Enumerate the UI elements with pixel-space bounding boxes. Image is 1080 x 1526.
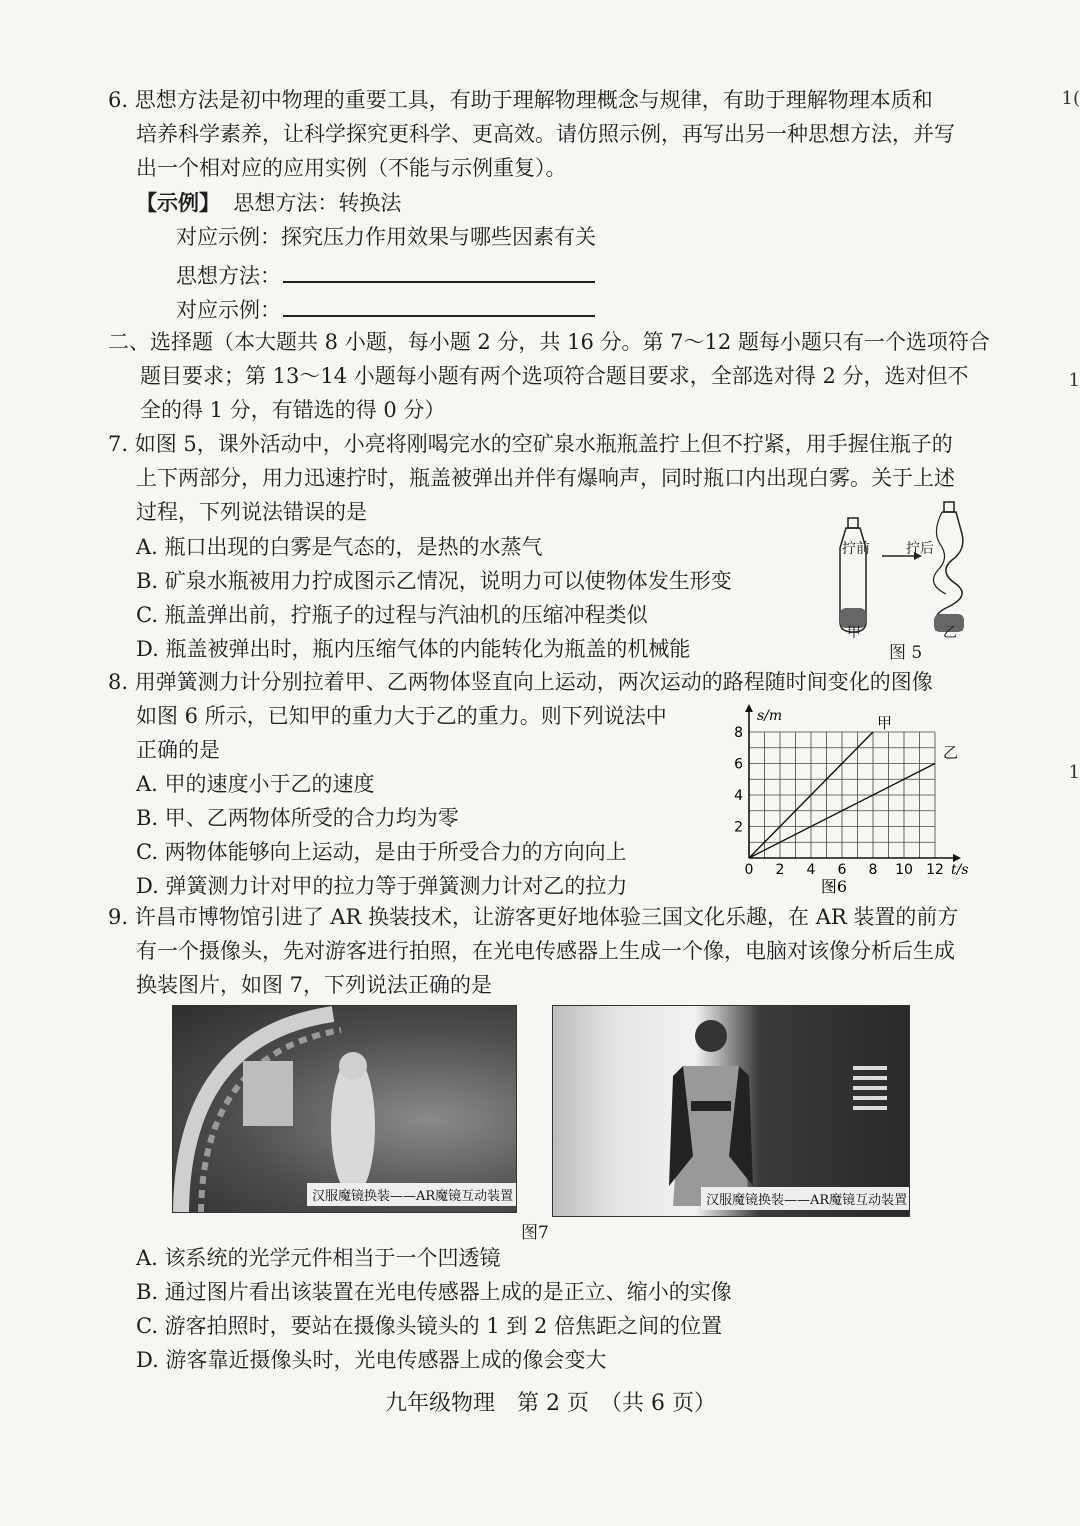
photo-ar-mirror-left (172, 1005, 517, 1213)
q9-option-a[interactable]: A. 该系统的光学元件相当于一个凹透镜 (136, 1246, 501, 1270)
figure-6-chart (725, 700, 985, 895)
y-tick-label: 2 (734, 819, 743, 836)
q8-line1: 8. 用弹簧测力计分别拉着甲、乙两物体竖直向上运动，两次运动的路程随时间变化的图像 (108, 670, 933, 694)
q9-line1: 9. 许昌市博物馆引进了 AR 换装技术，让游客更好地体验三国文化乐趣，在 AR 装置的前方 (108, 905, 959, 929)
x-tick-label: 12 (926, 862, 944, 878)
q8-line2: 如图 6 所示，已知甲的重力大于乙的重力。则下列说法中 (136, 704, 667, 728)
figure-7-caption: 图7 (521, 1223, 549, 1243)
page-footer: 九年级物理 第 2 页 （共 6 页） (385, 1391, 716, 1416)
bottle-yi-label: 乙 (943, 625, 957, 641)
q6-line1: 6. 思想方法是初中物理的重要工具，有助于理解物理概念与规律，有助于理解物理本质和 (108, 88, 933, 112)
chart-axes (745, 704, 961, 862)
margin-mark: 1( (1061, 88, 1080, 109)
chart-grid (749, 732, 935, 858)
q7-line3: 过程，下列说法错误的是 (136, 500, 367, 524)
x-tick-label: 10 (895, 862, 913, 878)
method-label: 思想方法： (176, 264, 281, 288)
costume-figure-drawing (553, 1006, 909, 1216)
example-method: 思想方法：转换法 (233, 191, 402, 215)
q8-option-a[interactable]: A. 甲的速度小于乙的速度 (136, 772, 375, 796)
bottle-jia-label: 甲 (847, 625, 861, 641)
photo-left-caption: 汉服魔镜换装——AR魔镜互动装置 (307, 1183, 517, 1206)
series-label-jia: 甲 (877, 714, 893, 732)
margin-mark: 1 (1068, 762, 1080, 783)
case-blank[interactable] (283, 295, 595, 317)
q8-option-d[interactable]: D. 弹簧测力计对甲的拉力等于弹簧测力计对乙的拉力 (136, 874, 628, 898)
q9-option-c[interactable]: C. 游客拍照时，要站在摄像头镜头的 1 到 2 倍焦距之间的位置 (136, 1314, 723, 1338)
margin-mark: 1 (1068, 370, 1080, 391)
after-label: 拧后 (906, 541, 934, 557)
figure-5-caption: 图 5 (889, 643, 923, 663)
q6-line3: 出一个相对应的应用实例（不能与示例重复）。 (136, 156, 567, 180)
figure-6-caption: 图6 (820, 877, 848, 895)
x-tick-label: 4 (806, 862, 816, 878)
photo-right-caption: 汉服魔镜换装——AR魔镜互动装置 (701, 1187, 910, 1210)
photo-ar-mirror-right (552, 1005, 910, 1217)
before-label: 拧前 (842, 541, 870, 557)
y-tick-label: 6 (734, 756, 743, 773)
q9-option-d[interactable]: D. 游客靠近摄像头时，光电传感器上成的像会变大 (136, 1348, 607, 1372)
section2-line3: 全的得 1 分，有错选的得 0 分） (140, 398, 446, 422)
q6-example (136, 192, 401, 214)
method-blank[interactable] (283, 261, 595, 283)
x-axis-label: t/s (951, 862, 969, 878)
q7-line1: 7. 如图 5，课外活动中，小亮将刚喝完水的空矿泉水瓶瓶盖拧上但不拧紧，用手握住瓶子的 (108, 432, 953, 456)
section2-line1: 二、选择题（本大题共 8 小题，每小题 2 分，共 16 分。第 7～12 题每小题只有一个选项符合 (108, 330, 990, 354)
chart-ticks (734, 708, 968, 895)
q8-option-b[interactable]: B. 甲、乙两物体所受的合力均为零 (136, 806, 459, 830)
q7-option-b[interactable]: B. 矿泉水瓶被用力拧成图示乙情况，说明力可以使物体发生形变 (136, 569, 732, 593)
x-tick-label: 8 (868, 862, 878, 878)
q7-option-c[interactable]: C. 瓶盖弹出前，拧瓶子的过程与汽油机的压缩冲程类似 (136, 603, 648, 627)
q7-option-d[interactable]: D. 瓶盖被弹出时，瓶内压缩气体的内能转化为瓶盖的机械能 (136, 637, 691, 661)
y-axis-label: s/m (757, 708, 783, 724)
x-axis-arrow (953, 854, 961, 862)
method-answer-row (176, 261, 595, 287)
x-tick-label: 2 (775, 862, 785, 878)
figure-5 (826, 500, 976, 663)
series-label-yi: 乙 (943, 743, 959, 762)
section2-line2: 题目要求；第 13～14 小题每小题有两个选项符合题目要求，全部选对得 2 分，选对但不 (140, 364, 969, 388)
case-answer-row (176, 295, 595, 321)
q8-line3: 正确的是 (136, 738, 220, 762)
x-tick-label: 6 (837, 862, 847, 878)
case-label: 对应示例： (176, 298, 281, 322)
y-tick-label: 4 (734, 788, 743, 804)
q9-line2: 有一个摄像头，先对游客进行拍照，在光电传感器上生成一个像，电脑对该像分析后生成 (136, 939, 955, 963)
example-case: 对应示例：探究压力作用效果与哪些因素有关 (176, 225, 596, 249)
q6-line2: 培养科学素养，让科学探究更科学、更高效。请仿照示例，再写出另一种思想方法，并写 (136, 122, 955, 146)
y-tick-label: 8 (734, 725, 743, 741)
x-tick-label: 0 (744, 862, 754, 878)
q9-option-b[interactable]: B. 通过图片看出该装置在光电传感器上成的是正立、缩小的实像 (136, 1280, 732, 1304)
example-tag: 【示例】 (136, 190, 220, 215)
y-axis-arrow (745, 704, 753, 712)
q8-option-c[interactable]: C. 两物体能够向上运动，是由于所受合力的方向向上 (136, 840, 627, 864)
q7-line2: 上下两部分，用力迅速拧时，瓶盖被弹出并伴有爆响声，同时瓶口内出现白雾。关于上述 (136, 466, 955, 490)
q7-option-a[interactable]: A. 瓶口出现的白雾是气态的，是热的水蒸气 (136, 535, 543, 559)
mirror-frame-drawing (173, 1006, 516, 1212)
q9-line3: 换装图片，如图 7，下列说法正确的是 (136, 973, 493, 997)
